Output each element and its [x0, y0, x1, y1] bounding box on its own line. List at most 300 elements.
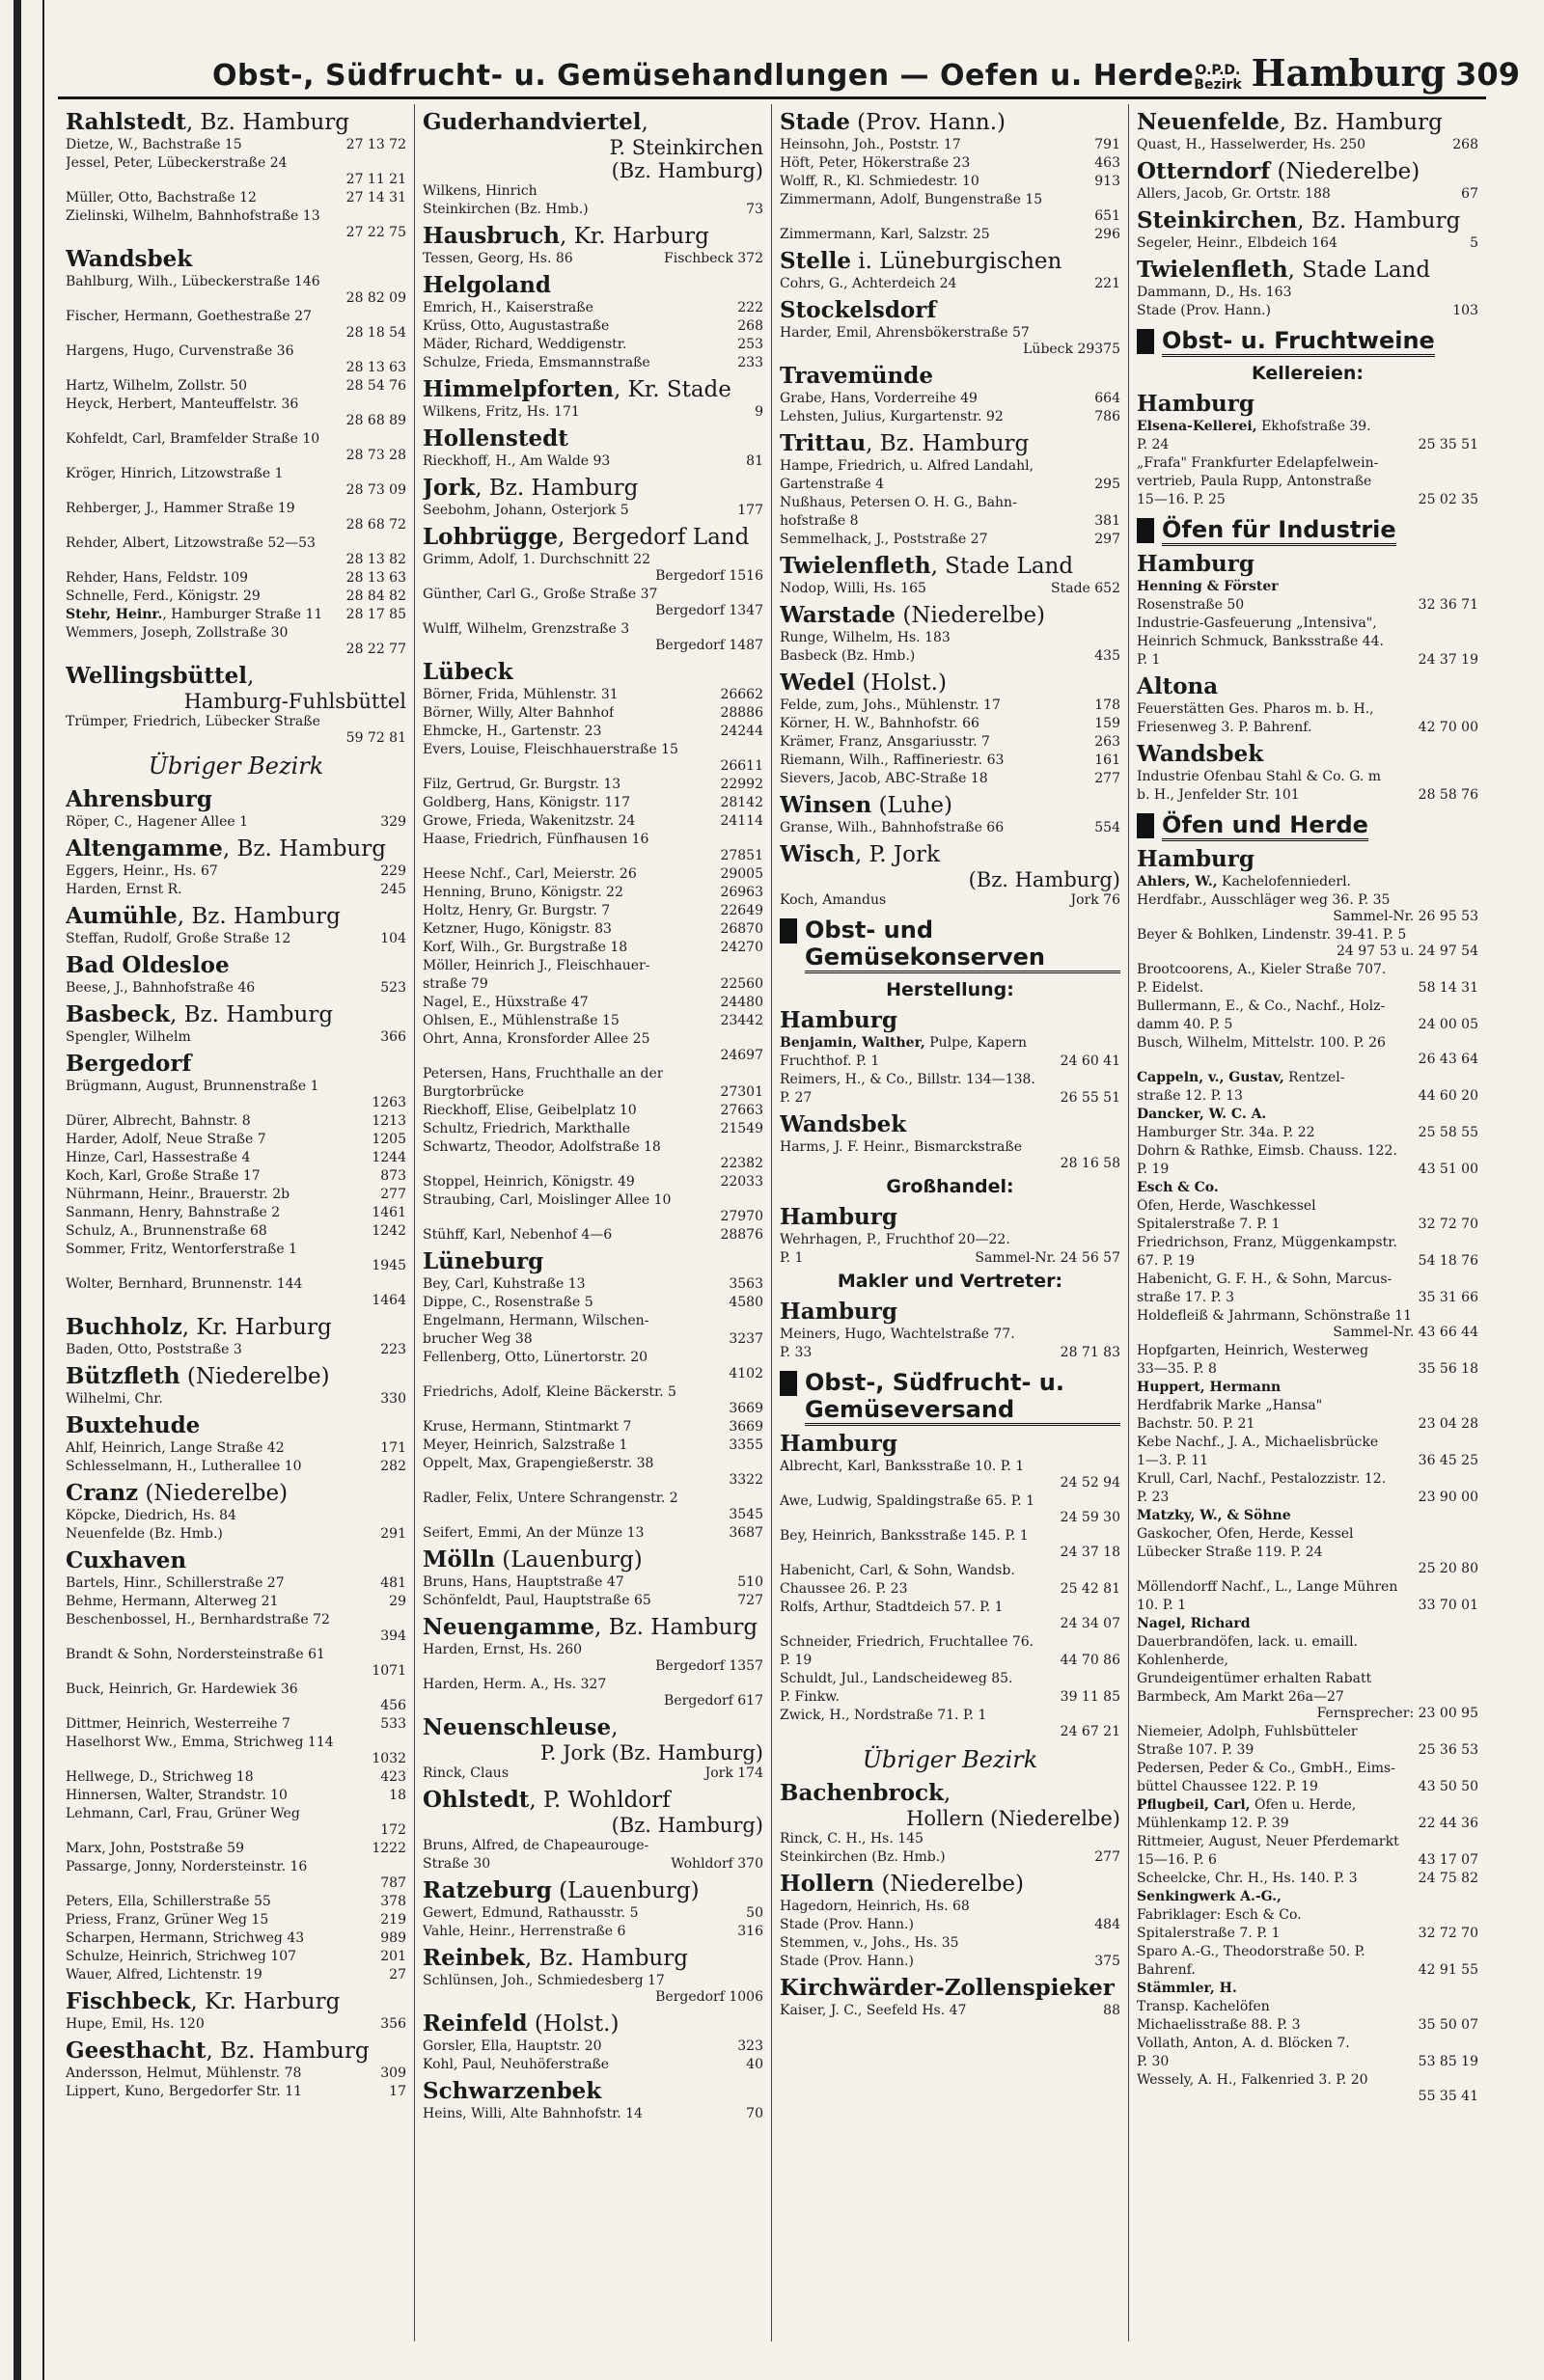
entry-text [1137, 1598, 1186, 1614]
directory-entry [1137, 1545, 1478, 1577]
entry-line [1137, 419, 1478, 435]
directory-entry [423, 1491, 763, 1523]
entry-address: Köpcke, Diedrich, Hs. 84 [66, 1508, 236, 1523]
entry-phone: 219 [380, 1912, 406, 1928]
directory-columns [58, 104, 1486, 2341]
entry-phone: 913 [1094, 174, 1120, 189]
entry-text [1137, 1272, 1392, 1288]
directory-entry [1137, 2072, 1478, 2105]
entry-text [780, 192, 1042, 208]
directory-entry [66, 1132, 406, 1148]
entry-line [1137, 579, 1478, 595]
entry-address: P. 19 [1137, 1162, 1170, 1177]
locality-name: Ohlstedt [423, 1787, 530, 1813]
entry-text [66, 1575, 285, 1592]
entry-text [66, 714, 320, 730]
entry-address: P. Finkw. [780, 1689, 840, 1705]
entry-address: Höft, Peter, Hökerstraße 23 [780, 155, 971, 171]
directory-entry [423, 885, 763, 901]
directory-entry [423, 921, 763, 938]
entry-address: Kohfeldt, Carl, Bramfelder Straße 10 [66, 431, 320, 447]
entry-address: Peters, Ella, Schillerstraße 55 [66, 1894, 271, 1909]
entry-phone: 177 [737, 503, 763, 518]
entry-text [1137, 1724, 1358, 1740]
entry-phone: 28 13 82 [345, 552, 406, 567]
entry-address: b. H., Jenfelder Str. 101 [1137, 787, 1300, 803]
entry-text [780, 1232, 1010, 1248]
entry-line [780, 276, 1120, 292]
directory-entry [66, 1967, 406, 1983]
entry-text [423, 2038, 602, 2055]
entry-address: Engelmann, Hermann, Wilschen- [423, 1313, 649, 1328]
entry-address: Schwartz, Theodor, Adolfstraße 18 [423, 1139, 661, 1155]
entry-address: Dittmer, Heinrich, Westerreihe 7 [66, 1716, 290, 1732]
locality-district: , Bz. Hamburg [177, 904, 341, 929]
opd-label: O.P.D. [1195, 63, 1241, 78]
entry-line [1137, 285, 1478, 301]
locality-district: (Niederelbe) [896, 603, 1046, 628]
entry-phone: 28 84 82 [345, 588, 406, 604]
entry-phone: 651 [1094, 208, 1120, 224]
entry-address: Hinze, Carl, Hassestraße 4 [66, 1150, 251, 1165]
directory-entry [423, 1642, 763, 1675]
directory-entry [66, 431, 406, 464]
locality-heading [780, 1111, 1120, 1138]
entry-address: Steinkirchen (Bz. Hmb.) [780, 1849, 946, 1865]
directory-entry [66, 190, 406, 206]
entry-phone: 24 00 05 [1418, 1017, 1478, 1032]
directory-entry [423, 832, 763, 864]
directory-entry [423, 795, 763, 811]
locality-name: Winsen [780, 792, 872, 818]
directory-entry [423, 1593, 763, 1609]
directory-entry [66, 1788, 406, 1804]
entry-line [1137, 652, 1478, 669]
entry-line [423, 1084, 763, 1101]
entry-text [66, 1187, 290, 1203]
entry-address: Wulff, Wilhelm, Grenzstraße 3 [423, 621, 630, 637]
entry-phone: 27 11 21 [345, 172, 406, 187]
entry-text [66, 1150, 250, 1166]
entry-name: Cappeln, v., Gustav, [1137, 1070, 1284, 1085]
entry-address: Schneider, Friedrich, Fruchtallee 76. [780, 1634, 1034, 1650]
entry-address: Hinnersen, Walter, Strandstr. 10 [66, 1788, 288, 1803]
entry-phone: 1213 [372, 1113, 406, 1129]
entry-line [1137, 1579, 1478, 1596]
directory-entry [1137, 1125, 1478, 1141]
entry-address: Baden, Otto, Poststraße 3 [66, 1342, 242, 1357]
entry-line [66, 863, 406, 880]
entry-line [66, 535, 406, 552]
entry-text [66, 378, 247, 395]
entry-address: Möllendorff Nachf., L., Lange Mühren [1137, 1579, 1398, 1595]
page-number: 309 [1455, 56, 1520, 93]
directory-entry [423, 1174, 763, 1190]
entry-text [66, 1735, 334, 1751]
entry-name: Ahlers, W., [1137, 874, 1218, 889]
entry-line [66, 1841, 406, 1857]
entry-phone: 24 59 30 [1060, 1510, 1120, 1525]
directory-entry [1137, 1017, 1478, 1033]
locality-subtitle: Hamburg-Fuhlsbüttel [183, 690, 406, 713]
entry-line [780, 1935, 1120, 1952]
directory-entry [780, 892, 1120, 909]
entry-text [423, 1227, 612, 1244]
entry-text [780, 648, 915, 665]
directory-entry [1137, 235, 1478, 252]
entry-address: P. 27 [780, 1090, 813, 1106]
entry-address: Harder, Adolf, Neue Straße 7 [66, 1132, 266, 1147]
locality-district: , Bz. Hamburg [524, 1946, 688, 1971]
entry-address: Kohlenherde, [1137, 1653, 1228, 1668]
entry-phone: 22 44 36 [1418, 1816, 1478, 1831]
entry-line [66, 1647, 406, 1663]
entry-phone: 727 [737, 1593, 763, 1608]
entry-text [1137, 1852, 1217, 1869]
entry-address: Andersson, Helmut, Mühlenstr. 78 [66, 2065, 302, 2081]
entry-text [1137, 579, 1279, 595]
locality-heading [780, 430, 1120, 457]
locality-heading [66, 1988, 406, 2015]
entry-address: Krull, Carl, Nachf., Pestalozzistr. 12. [1137, 1471, 1387, 1487]
locality-heading [423, 524, 763, 551]
directory-entry [66, 1276, 406, 1309]
entry-phone: 27663 [720, 1103, 763, 1118]
directory-entry [780, 1653, 1120, 1669]
entry-line [780, 1072, 1120, 1088]
entry-line [423, 1838, 763, 1854]
entry-line [780, 1954, 1120, 1970]
directory-entry [1137, 1634, 1478, 1651]
entry-phone: 54 18 76 [1418, 1253, 1478, 1269]
entry-phone: 3669 [729, 1419, 763, 1435]
entry-line [1137, 1471, 1478, 1488]
locality-heading [66, 1547, 406, 1574]
directory-entry [780, 137, 1120, 153]
directory-entry [1137, 492, 1478, 508]
entry-line [423, 1677, 763, 1693]
directory-entry [66, 1150, 406, 1166]
locality-name: Neuenschleuse [423, 1714, 612, 1740]
entry-phone: 323 [737, 2038, 763, 2054]
entry-text [1137, 1490, 1169, 1506]
entry-phone: 510 [737, 1574, 763, 1590]
entry-line [423, 1295, 763, 1311]
entry-address: Bartels, Hinr., Schillerstraße 27 [66, 1575, 285, 1591]
directory-entry [780, 1327, 1120, 1343]
entry-line [423, 995, 763, 1011]
entry-phone: Jork 76 [1070, 892, 1120, 908]
directory-entry [1137, 1253, 1478, 1270]
locality-heading [423, 1877, 763, 1904]
entry-phone: 104 [380, 931, 406, 946]
locality-heading [66, 1480, 406, 1507]
entry-text [780, 630, 951, 646]
entry-text [1137, 303, 1271, 319]
entry-text [423, 813, 635, 830]
directory-entry [780, 1493, 1120, 1526]
entry-text [1137, 874, 1351, 890]
entry-line [1137, 1944, 1478, 1960]
entry-text [1137, 2072, 1368, 2089]
entry-text [423, 1419, 631, 1436]
entry-text [423, 1677, 606, 1693]
entry-text [423, 1905, 638, 1922]
entry-line [423, 687, 763, 703]
directory-entry [66, 1079, 406, 1111]
directory-entry [1137, 1761, 1478, 1777]
entry-text [780, 1671, 1013, 1687]
entry-address: Rieckhoff, H., Am Walde 93 [423, 453, 611, 469]
directory-entry [66, 714, 406, 747]
entry-line [1137, 1797, 1478, 1814]
locality-name: Stelle [780, 248, 851, 274]
locality-name: Hamburg [1137, 551, 1254, 577]
directory-entry [780, 1671, 1120, 1687]
entry-phone: Fischbeck 372 [664, 251, 763, 266]
entry-phone: 24480 [720, 995, 763, 1010]
entry-address: Friedrichs, Adolf, Kleine Bäckerstr. 5 [423, 1384, 676, 1400]
entry-line [1137, 1143, 1478, 1160]
directory-entry [1137, 1198, 1478, 1215]
entry-text [1137, 1907, 1302, 1924]
entry-phone: 29005 [720, 866, 763, 882]
entry-address: Sievers, Jacob, ABC-Straße 18 [780, 771, 988, 786]
entry-line [66, 1769, 406, 1786]
entry-phone: 18 [389, 1788, 406, 1803]
entry-line [423, 724, 763, 740]
entry-phone: 25 35 51 [1418, 437, 1478, 452]
entry-text [66, 274, 320, 290]
locality-heading [780, 1871, 1120, 1898]
entry-phone: 28886 [720, 705, 763, 721]
entry-line [1137, 980, 1478, 997]
directory-entry [1137, 634, 1478, 650]
entry-line [66, 2016, 406, 2033]
entry-phone: 9 [755, 404, 763, 420]
locality-name: Hamburg [780, 1299, 897, 1325]
entry-line [423, 453, 763, 470]
entry-line [1137, 1926, 1478, 1942]
locality-name: Hamburg [1137, 846, 1254, 872]
entry-line [1137, 1125, 1478, 1141]
entry-address: Bullermann, E., & Co., Nachf., Holz- [1137, 999, 1386, 1014]
directory-entry [780, 409, 1120, 425]
directory-entry [780, 1899, 1120, 1915]
entry-address: Körner, H. W., Bahnhofstr. 66 [780, 716, 979, 731]
entry-address: Friedrichson, Franz, Müggenkampstr. [1137, 1235, 1397, 1250]
entry-address: Heinrich Schmuck, Banksstraße 44. [1137, 634, 1384, 649]
directory-entry [423, 1905, 763, 1922]
entry-text [1137, 1742, 1254, 1759]
entry-phone: 296 [1094, 227, 1120, 242]
entry-address: Awe, Ludwig, Spaldingstraße 65. P. 1 [780, 1493, 1035, 1509]
entry-address: Feuerstätten Ges. Pharos m. b. H., [1137, 701, 1374, 717]
entry-phone: 28 17 85 [345, 607, 406, 622]
directory-entry [66, 1769, 406, 1786]
locality-name: Wandsbek [780, 1111, 907, 1137]
locality-district: , [641, 110, 648, 135]
entry-phone: 67 [1461, 186, 1478, 202]
entry-phone: 1205 [372, 1132, 406, 1147]
entry-phone: 4580 [729, 1295, 763, 1310]
directory-entry [66, 1716, 406, 1733]
entry-text [66, 1459, 302, 1475]
directory-entry [66, 588, 406, 605]
entry-text [423, 621, 629, 638]
entry-text [66, 1716, 290, 1733]
directory-entry [66, 2084, 406, 2100]
entry-address: Günther, Carl G., Große Straße 37 [423, 587, 658, 602]
entry-text [1137, 769, 1381, 785]
entry-address: Sanmann, Henry, Bahnstraße 2 [66, 1205, 281, 1220]
directory-entry [1137, 1999, 1478, 2015]
category-title: Obst-, Südfrucht- u. Gemüseversand [805, 1369, 1120, 1426]
entry-line [423, 1103, 763, 1119]
entry-line [66, 931, 406, 947]
entry-line [1137, 1253, 1478, 1270]
entry-address: Zimmermann, Karl, Salzstr. 25 [780, 227, 990, 242]
entry-address: Eggers, Heinr., Hs. 67 [66, 863, 218, 879]
entry-line [66, 1949, 406, 1965]
entry-text [1137, 927, 1406, 944]
entry-text [1137, 1088, 1243, 1105]
entry-line [66, 980, 406, 997]
entry-address: Neuenfelde (Bz. Hmb.) [66, 1526, 223, 1542]
page-header [58, 46, 1520, 95]
directory-entry [1137, 597, 1478, 614]
entry-address: Burgtorbrücke [423, 1084, 524, 1100]
entry-phone: 55 35 41 [1418, 2089, 1478, 2104]
directory-entry [66, 378, 406, 395]
directory-entry [780, 477, 1120, 493]
entry-line [423, 1066, 763, 1082]
entry-phone: 53 85 19 [1418, 2054, 1478, 2069]
directory-entry [780, 1849, 1120, 1866]
entry-address: Rittmeier, August, Neuer Pferdemarkt [1137, 1834, 1399, 1849]
entry-name: Stämmler, H. [1137, 1981, 1237, 1996]
directory-entry [1137, 787, 1478, 804]
entry-text [423, 777, 620, 793]
entry-address: Beyer & Bohlken, Lindenstr. 39-41. P. 5 [1137, 927, 1407, 943]
entry-line [1137, 962, 1478, 978]
directory-entry [66, 274, 406, 307]
directory-entry [66, 1508, 406, 1524]
entry-text [66, 1223, 267, 1240]
entry-phone: 39 11 85 [1060, 1689, 1120, 1705]
entry-line [1137, 1035, 1478, 1052]
directory-entry [780, 1581, 1120, 1598]
entry-text [66, 466, 284, 482]
locality-district: (Niederelbe) [179, 1364, 330, 1389]
entry-line [423, 1121, 763, 1137]
locality-district: , Kr. Harburg [190, 1989, 341, 2014]
entry-line [780, 1600, 1120, 1616]
locality-district: , [943, 1781, 951, 1806]
entry-address: Marx, John, Poststraße 59 [66, 1841, 244, 1856]
entry-text [780, 1917, 914, 1933]
entry-text [66, 1276, 302, 1293]
entry-address: Basbeck (Bz. Hmb.) [780, 648, 916, 664]
entry-line [66, 1242, 406, 1258]
directory-entry [423, 1103, 763, 1119]
entry-address: 10. P. 1 [1137, 1598, 1187, 1613]
entry-line [66, 882, 406, 898]
entry-address: Bruns, Hans, Hauptstraße 47 [423, 1574, 624, 1590]
locality-heading [780, 248, 1120, 275]
locality-heading [1137, 391, 1478, 418]
directory-entry [1137, 1290, 1478, 1306]
entry-phone: 24697 [720, 1048, 763, 1063]
locality-subtitle: P. Steinkirchen [609, 136, 763, 159]
directory-entry [1137, 720, 1478, 736]
entry-address: Zwick, H., Nordstraße 71. P. 1 [780, 1708, 987, 1723]
locality-heading [423, 1614, 763, 1641]
entry-text [423, 958, 649, 974]
entry-address: Kaiser, J. C., Seefeld Hs. 47 [780, 2003, 967, 2018]
entry-text [1137, 1125, 1315, 1141]
entry-text [423, 921, 612, 938]
entry-line [423, 1437, 763, 1454]
directory-entry [1137, 1962, 1478, 1979]
entry-address: Kröger, Hinrich, Litzowstraße 1 [66, 466, 284, 481]
entry-address: Growe, Frieda, Wakenitzstr. 24 [423, 813, 636, 829]
entry-line [1137, 2036, 1478, 2052]
entry-address: Sommer, Fritz, Wentorferstraße 1 [66, 1242, 297, 1257]
directory-entry [423, 587, 763, 619]
directory-entry [423, 705, 763, 722]
entry-phone: 282 [380, 1459, 406, 1474]
entry-text [423, 1276, 586, 1293]
entry-phone: 378 [380, 1894, 406, 1909]
entry-address: Wehrhagen, P., Fruchthof 20—22. [780, 1232, 1010, 1247]
entry-line [423, 1192, 763, 1209]
category-square-icon [1137, 813, 1154, 838]
category-heading [780, 916, 1120, 973]
entry-text [780, 276, 956, 292]
locality-name: Wisch [780, 841, 855, 867]
directory-entry [1137, 1272, 1478, 1288]
entry-phone: 309 [380, 2065, 406, 2081]
entry-phone: 35 31 66 [1418, 1290, 1478, 1305]
entry-address: Straße 107. P. 39 [1137, 1742, 1254, 1758]
directory-entry [423, 1295, 763, 1311]
header-right [1194, 51, 1520, 95]
directory-entry [1137, 1361, 1478, 1378]
entry-text [1137, 701, 1374, 718]
entry-line [66, 466, 406, 482]
entry-text [1137, 1235, 1397, 1251]
entry-phone: 24 52 94 [1060, 1475, 1120, 1491]
directory-entry [66, 1806, 406, 1839]
entry-text [780, 581, 926, 597]
directory-entry [66, 1029, 406, 1046]
locality-name: Hollern [780, 1871, 875, 1897]
entry-phone: 1242 [372, 1223, 406, 1239]
entry-line [1137, 1217, 1478, 1233]
directory-entry [423, 1437, 763, 1454]
entry-line [1137, 1272, 1478, 1288]
entry-text [66, 1029, 191, 1046]
entry-text [66, 1391, 163, 1408]
entry-line [1137, 787, 1478, 804]
entry-text [1137, 1981, 1237, 1997]
entry-text [1137, 285, 1292, 301]
entry-phone: Wohldorf 370 [671, 1856, 763, 1872]
entry-phone: 40 [746, 2057, 763, 2072]
entry-phone: 268 [1452, 137, 1478, 152]
category-heading [1137, 516, 1478, 546]
